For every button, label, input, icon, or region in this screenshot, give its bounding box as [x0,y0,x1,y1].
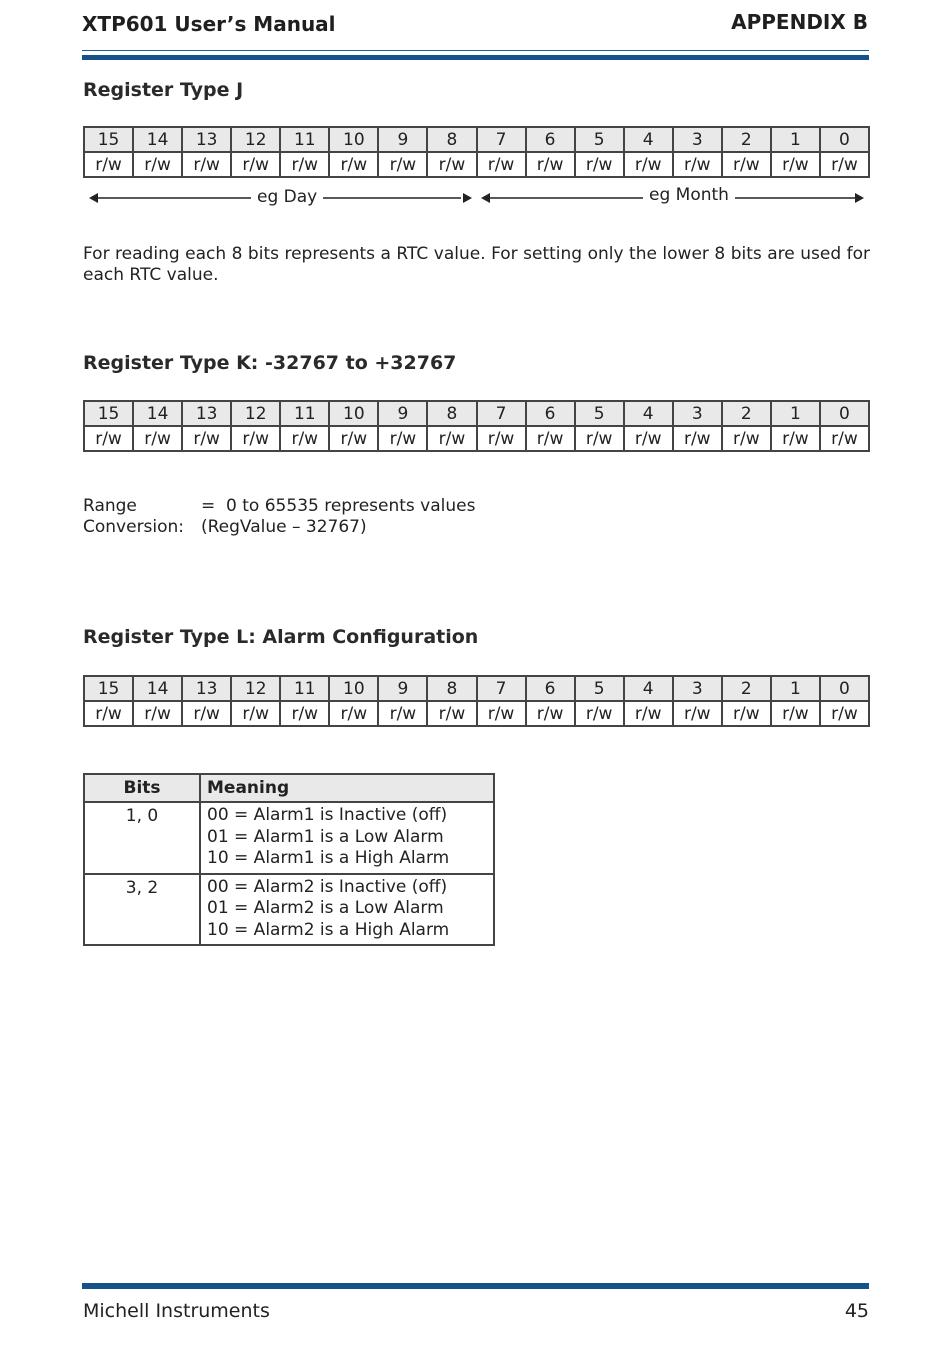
access-cell: r/w [820,701,869,726]
day-left-arrowhead [89,193,98,203]
access-cell: r/w [771,701,820,726]
conversion-label: Conversion: [83,517,185,537]
bit-cell: 15 [84,676,133,701]
bit-cell: 10 [329,127,378,152]
conversion-row [83,517,475,538]
bit-cell: 11 [280,676,329,701]
bit-cell: 3 [673,127,722,152]
meaning-line: 01 = Alarm1 is a Low Alarm [207,826,444,847]
bit-cell: 1 [771,401,820,426]
access-cell: r/w [182,701,231,726]
range-value: = 0 to 65535 represents values [201,496,476,516]
bit-cell: 4 [624,401,673,426]
bit-cell: 4 [624,127,673,152]
access-cell: r/w [231,701,280,726]
access-cell: r/w [133,426,182,451]
register-l-bit-table [83,675,870,727]
meaning-line: 00 = Alarm2 is Inactive (off) [207,876,448,897]
table-row [84,874,494,946]
bit-cell: 10 [329,676,378,701]
range-label: Range [83,496,137,516]
bit-cell: 9 [378,676,427,701]
bit-cell: 2 [722,401,771,426]
register-type-k-title: Register Type K: -32767 to +32767 [83,352,457,374]
access-cell: r/w [280,426,329,451]
access-cell: r/w [378,152,427,177]
access-cell: r/w [820,426,869,451]
bit-cell: 11 [280,127,329,152]
bit-cell: 6 [526,127,575,152]
bit-cell: 12 [231,676,280,701]
access-cell: r/w [575,426,624,451]
access-cell: r/w [427,701,476,726]
access-cell: r/w [673,701,722,726]
bit-cell: 4 [624,676,673,701]
access-cell: r/w [673,152,722,177]
meaning-line: 01 = Alarm2 is a Low Alarm [207,898,444,918]
bit-cell: 6 [526,676,575,701]
day-right-arrowhead [463,193,472,203]
header-rule-thin [82,50,869,51]
access-cell: r/w [84,152,133,177]
section-label: APPENDIX B [731,10,868,34]
bit-cell: 11 [280,401,329,426]
access-cell: r/w [722,701,771,726]
bits-cell: 3, 2 [84,874,200,946]
bit-cell: 0 [820,676,869,701]
bit-number-row [84,401,869,426]
span-arrows-svg [83,184,870,214]
register-type-j-title: Register Type J [83,79,244,101]
bit-cell: 7 [477,676,526,701]
access-cell: r/w [427,152,476,177]
bit-cell: 9 [378,401,427,426]
access-cell: r/w [526,426,575,451]
access-cell: r/w [84,701,133,726]
access-cell: r/w [231,152,280,177]
access-cell: r/w [575,152,624,177]
access-cell: r/w [182,426,231,451]
bit-cell: 5 [575,676,624,701]
access-cell: r/w [84,426,133,451]
bit-number-row [84,676,869,701]
byte-span-arrows [83,184,870,214]
page-header [82,8,868,40]
register-k-bit-table [83,400,870,452]
access-cell: r/w [526,152,575,177]
access-cell: r/w [477,152,526,177]
range-conversion-block [83,496,475,538]
access-cell: r/w [820,152,869,177]
bit-cell: 2 [722,127,771,152]
bit-cell: 12 [231,127,280,152]
page-number: 45 [844,1300,869,1322]
access-cell: r/w [378,426,427,451]
bit-cell: 6 [526,401,575,426]
bit-cell: 13 [182,401,231,426]
bit-cell: 7 [477,401,526,426]
day-span-label: eg Day [251,187,323,207]
meaning-cell [200,802,494,874]
bit-cell: 1 [771,127,820,152]
footer-rule [82,1283,869,1289]
bit-number-row [84,127,869,152]
bit-cell: 8 [427,127,476,152]
access-cell: r/w [624,701,673,726]
access-cell: r/w [280,701,329,726]
bit-cell: 8 [427,401,476,426]
access-cell: r/w [771,152,820,177]
access-cell: r/w [771,426,820,451]
meaning-header-row [84,774,494,802]
bit-cell: 14 [133,127,182,152]
bit-cell: 13 [182,676,231,701]
bit-cell: 14 [133,401,182,426]
bit-cell: 5 [575,401,624,426]
meaning-line: 10 = Alarm2 is a High Alarm [207,919,450,940]
access-cell: r/w [722,426,771,451]
range-row [83,496,475,517]
footer-company: Michell Instruments [83,1300,270,1322]
access-cell: r/w [329,152,378,177]
bit-cell: 8 [427,676,476,701]
access-cell: r/w [280,152,329,177]
access-cell: r/w [624,152,673,177]
access-cell: r/w [378,701,427,726]
access-row [84,152,869,177]
header-rule-thick [82,55,869,60]
bit-cell: 7 [477,127,526,152]
register-j-bit-table [83,126,870,178]
bits-column-header: Bits [84,774,200,802]
month-left-arrowhead [481,193,490,203]
meaning-line: 00 = Alarm1 is Inactive (off) [207,805,448,825]
bit-cell: 13 [182,127,231,152]
access-cell: r/w [673,426,722,451]
manual-title: XTP601 User’s Manual [82,12,336,36]
access-cell: r/w [477,701,526,726]
access-cell: r/w [722,152,771,177]
access-cell: r/w [182,152,231,177]
meaning-column-header: Meaning [200,774,494,802]
bit-cell: 15 [84,127,133,152]
access-row [84,701,869,726]
access-cell: r/w [624,426,673,451]
bit-cell: 1 [771,676,820,701]
access-cell: r/w [329,426,378,451]
month-right-arrowhead [855,193,864,203]
access-cell: r/w [231,426,280,451]
bit-cell: 15 [84,401,133,426]
register-j-description: For reading each 8 bits represents a RTC value. For setting only the lower 8 bits are used for each RTC value. [83,244,870,285]
bit-cell: 0 [820,401,869,426]
bits-cell: 1, 0 [84,802,200,874]
bit-cell: 9 [378,127,427,152]
meaning-cell [200,874,494,946]
alarm-meaning-table [83,773,495,946]
access-cell: r/w [575,701,624,726]
bit-cell: 2 [722,676,771,701]
conversion-value: (RegValue – 32767) [201,517,367,537]
bit-cell: 3 [673,676,722,701]
meaning-line: 10 = Alarm1 is a High Alarm [207,848,450,868]
access-cell: r/w [427,426,476,451]
access-cell: r/w [133,701,182,726]
bit-cell: 5 [575,127,624,152]
bit-cell: 14 [133,676,182,701]
access-cell: r/w [526,701,575,726]
access-row [84,426,869,451]
month-span-label: eg Month [643,185,735,205]
access-cell: r/w [329,701,378,726]
bit-cell: 10 [329,401,378,426]
access-cell: r/w [133,152,182,177]
register-type-l-title: Register Type L: Alarm Configuration [83,626,479,648]
bit-cell: 12 [231,401,280,426]
bit-cell: 0 [820,127,869,152]
access-cell: r/w [477,426,526,451]
bit-cell: 3 [673,401,722,426]
table-row [84,802,494,874]
